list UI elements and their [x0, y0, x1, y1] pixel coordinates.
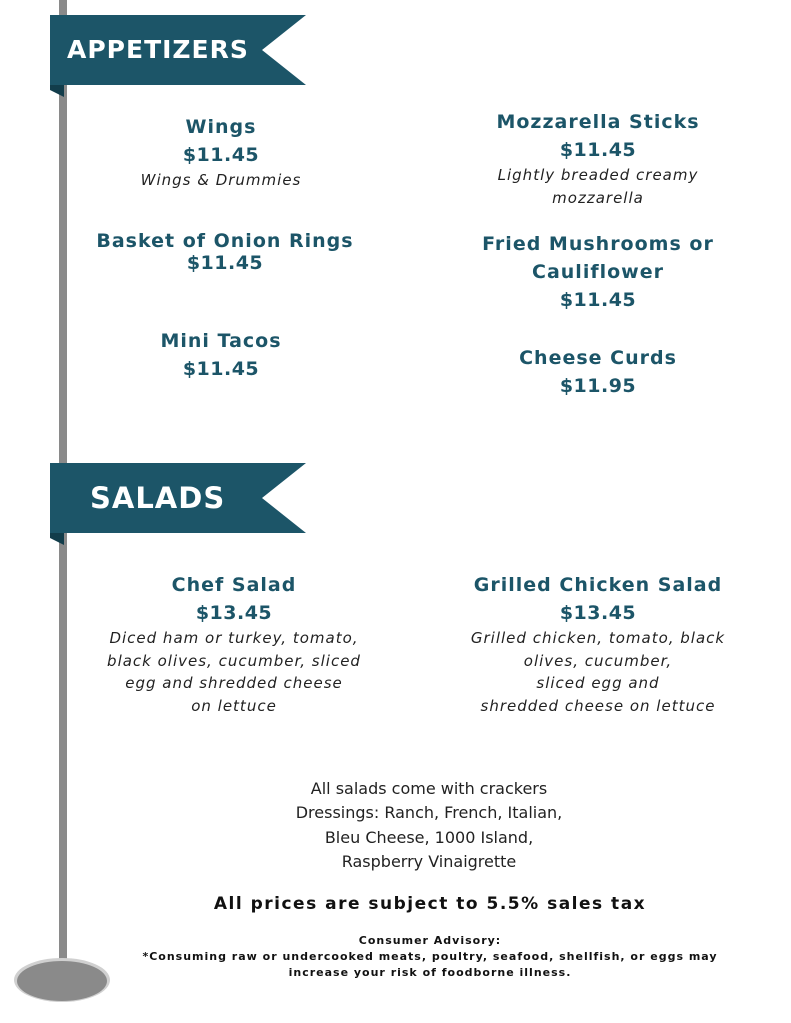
advisory-text: *Consuming raw or undercooked meats, poultry, seafood, shellfish, or eggs may increase your risk of foodborne illness.: [142, 950, 718, 979]
item-price: $11.45: [182, 144, 260, 166]
item-price: $11.45: [182, 358, 260, 380]
menu-item: [470, 108, 726, 209]
menu-item: [448, 571, 748, 717]
salad-notes: All salads come with crackers Dressings: Ranch, French, Italian, Bleu Cheese, 1000 Island, Raspberry Vinaigrette: [295, 779, 563, 871]
menu-item: [95, 327, 347, 383]
consumer-advisory: [110, 933, 750, 981]
item-price: $11.95: [559, 375, 637, 397]
item-name: Basket of Onion Rings: [96, 230, 354, 252]
appetizers-banner: [50, 15, 306, 97]
item-name: Wings: [185, 116, 257, 138]
menu-item: [470, 344, 726, 400]
tax-notice: All prices are subject to 5.5% sales tax: [213, 894, 647, 914]
item-price: $11.45: [186, 252, 264, 274]
item-name: Chef Salad: [171, 574, 297, 596]
item-description: Diced ham or turkey, tomato, black olives, cucumber, sliced egg and shredded cheese on lettuce: [107, 629, 361, 715]
appetizers-title: APPETIZERS: [67, 35, 249, 64]
menu-item: [95, 113, 347, 192]
item-price: $11.45: [559, 139, 637, 161]
item-description: Wings & Drummies: [140, 171, 302, 189]
menu-item: [470, 230, 726, 314]
item-price: $13.45: [195, 602, 273, 624]
item-name: Mozzarella Sticks: [496, 111, 700, 133]
item-name: Mini Tacos: [160, 330, 282, 352]
salads-banner: [50, 463, 306, 545]
item-price: $13.45: [559, 602, 637, 624]
advisory-title: Consumer Advisory:: [358, 934, 502, 947]
item-name: Fried Mushrooms or Cauliflower: [482, 233, 714, 283]
menu-item: [75, 230, 375, 274]
pole-base: [17, 961, 107, 1001]
item-price: $11.45: [559, 289, 637, 311]
salads-title: SALADS: [90, 481, 226, 515]
item-name: Grilled Chicken Salad: [473, 574, 723, 596]
item-description: Lightly breaded creamy mozzarella: [497, 166, 699, 207]
menu-item: [84, 571, 384, 717]
item-description: Grilled chicken, tomato, black olives, cucumber, sliced egg and shredded cheese on lettuce: [470, 629, 726, 715]
item-name: Cheese Curds: [519, 347, 677, 369]
